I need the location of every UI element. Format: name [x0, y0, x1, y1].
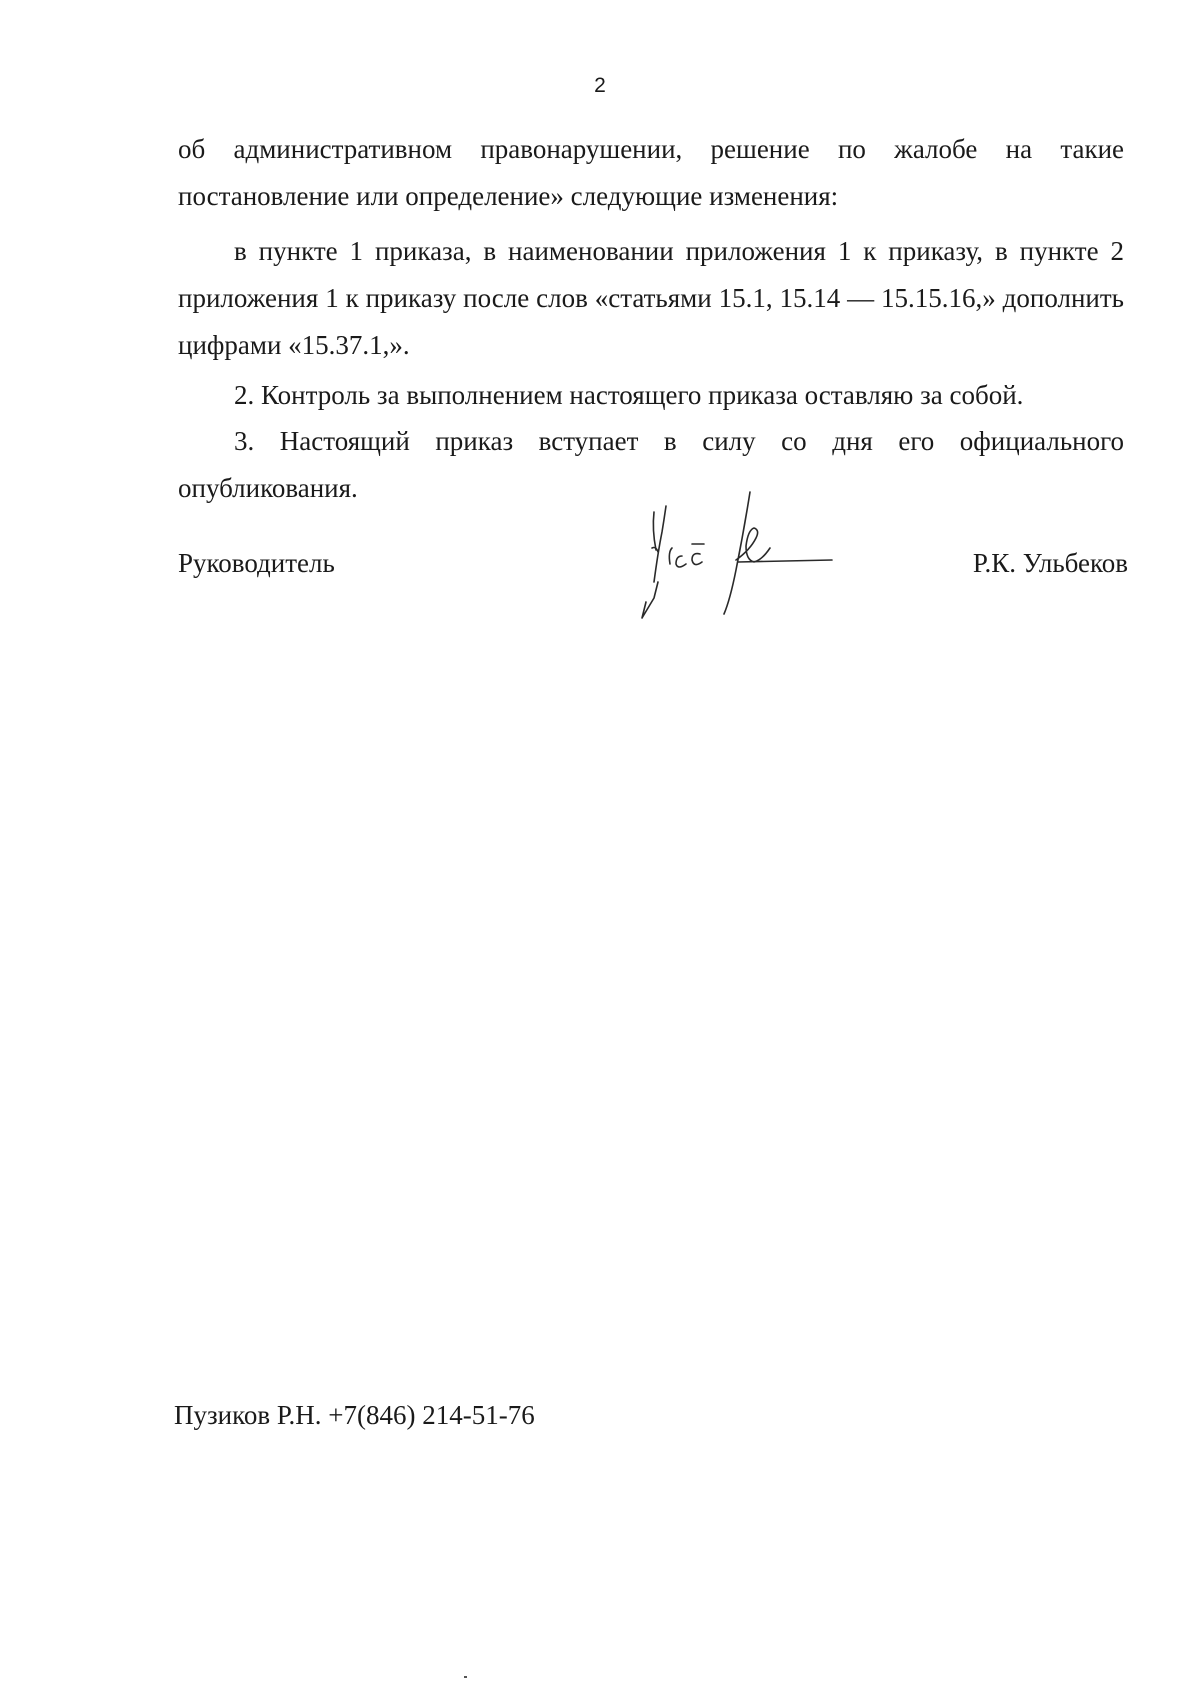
paragraph-effective-date: 3. Настоящий приказ вступает в силу со дня его официального опубликования.: [178, 426, 1124, 503]
executor-contact: Пузиков Р.Н. +7(846) 214-51-76: [174, 1400, 535, 1430]
signatory-role: Руководитель: [178, 548, 335, 578]
paragraph-amendment: в пункте 1 приказа, в наименовании приложения 1 к приказу, в пункте 2 приложения 1 к приказу после слов «статьями 15.1, 15.14 — 15.15.16,» дополнить цифрами «15.37.1,».: [178, 236, 1124, 360]
paragraph-control: 2. Контроль за выполнением настоящего приказа оставляю за собой.: [234, 380, 1024, 410]
handwritten-signature-icon: [618, 490, 858, 645]
signatory-name: Р.К. Ульбеков: [972, 548, 1128, 578]
page-number: 2: [594, 74, 606, 97]
paragraph-continuation: об административном правонарушении, решение по жалобе на такие постановление или определение» следующие изменения:: [178, 134, 1124, 211]
scan-speck: [464, 1676, 467, 1678]
